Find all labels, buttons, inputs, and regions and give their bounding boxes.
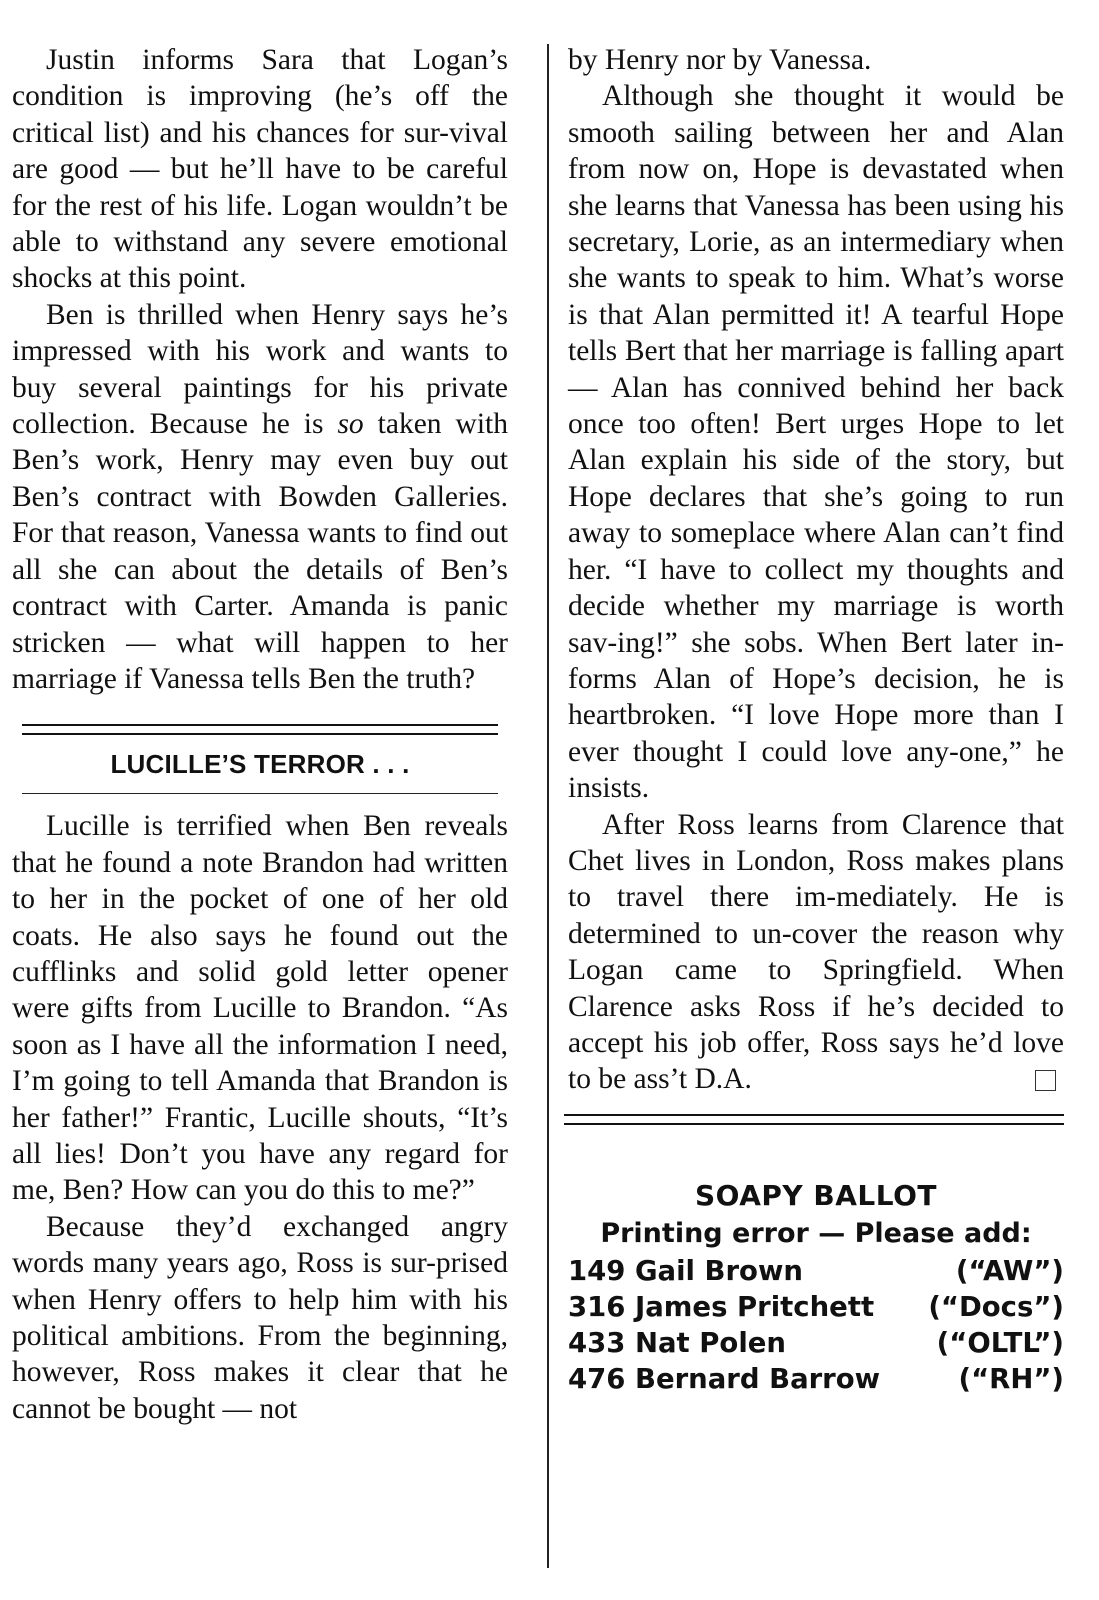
- soapy-ballot: [568, 1179, 1064, 1397]
- article-paragraph-continued: by Henry nor by Vanessa.: [568, 44, 872, 76]
- ballot-rule: [564, 1114, 1064, 1125]
- emphasis-word: so: [337, 408, 364, 441]
- right-column: [568, 42, 1064, 1397]
- article-paragraph-logan: Justin informs Sara that Logan’s condition is improving (he’s off the critical list) and his chances for sur-vival are good — but he’ll have to be careful for the rest of his life. Logan wouldn’t be able to withstand any severe emotional shocks at this point.: [12, 44, 508, 295]
- ballot-subtitle: Printing error — Please add:: [600, 1217, 1032, 1249]
- article-paragraph-hope: Although she thought it would be smooth sailing between her and Alan from now on, Hope is devastated when she learns that Vanessa has been using his secretary, Lorie, as an intermediary when she wants to speak to him. What’s worse is that Alan permitted it! A tearful Hope tells Bert that her marriage is falling apart — Alan has connived behind her back once too often! Bert urges Hope to let Alan explain his side of the story, but Hope declares that she’s going to run away to someplace where Alan can’t find her. “I have to collect my thoughts and decide whether my marriage is worth sav-ing!” she sobs. When Bert later in-forms Alan of Hope’s decision, he is heartbroken. “I love Hope more than I ever thought I could love any-one,” he insists.: [568, 80, 1064, 805]
- ballot-entry-name: 433 Nat Polen: [568, 1326, 786, 1359]
- ballot-entry-name: 476 Bernard Barrow: [568, 1362, 881, 1395]
- ballot-entry-show: (“Docs”): [928, 1290, 1064, 1323]
- ballot-entry-show: (“AW”): [955, 1254, 1064, 1287]
- para-text: taken with Ben’s work, Henry may even buy out Ben’s contract with Bowden Galleries. For that reason, Vanessa wants to find out all she can about the details of Ben’s contract with Carter. Amanda is panic stricken — what will happen to her marriage if Vanessa tells Ben the truth?: [12, 408, 508, 695]
- ballot-entry: [568, 1361, 1064, 1397]
- column-divider: [547, 44, 549, 1568]
- ballot-list: [568, 1253, 1064, 1397]
- ballot-entry: [568, 1253, 1064, 1289]
- article-paragraph-clarence: [568, 807, 1064, 1098]
- article-paragraph-ben: [12, 297, 508, 697]
- ballot-entry-name: 316 James Pritchett: [568, 1290, 875, 1323]
- section-rule-top: [22, 724, 498, 735]
- ballot-entry-show: (“RH”): [958, 1362, 1064, 1395]
- ballot-title: SOAPY BALLOT: [694, 1178, 938, 1212]
- ballot-entry-show: (“OLTL”): [936, 1326, 1064, 1359]
- ballot-entry: [568, 1289, 1064, 1325]
- left-column: [12, 42, 508, 1427]
- para-text: After Ross learns from Clarence that Chet lives in London, Ross makes plans to travel there im-mediately. He is determined to un-cover the reason why Logan came to Springfield. When Clarence asks Ross if he’s decided to accept his job offer, Ross says he’d love to be ass’t D.A.: [568, 808, 1064, 1096]
- section-heading: LUCILLE’S TERROR . . .: [110, 749, 410, 780]
- ballot-entry-name: 149 Gail Brown: [568, 1254, 803, 1287]
- article-paragraph-lucille: Lucille is terrified when Ben reveals that he found a note Brandon had written to her in the pocket of one of her old coats. He also says he found out the cufflinks and solid gold letter opener were gifts from Lucille to Brandon. “As soon as I have all the information I need, I’m going to tell Amanda that Brandon is her father!” Frantic, Lucille shouts, “It’s all lies! Don’t you have any regard for me, Ben? How can you do this to me?”: [12, 810, 508, 1207]
- article-paragraph-ross: Because they’d exchanged angry words many years ago, Ross is sur-prised when Henry offers to help him with his political ambitions. From the beginning, however, Ross makes it clear that he cannot be bought — not: [12, 1210, 508, 1425]
- ballot-entry: [568, 1325, 1064, 1361]
- end-mark-icon: [1035, 1070, 1056, 1091]
- para-text: Ben is thrilled when Henry says he’s impressed with his work and wants to buy several paintings for his private collection. Because he is: [12, 298, 508, 441]
